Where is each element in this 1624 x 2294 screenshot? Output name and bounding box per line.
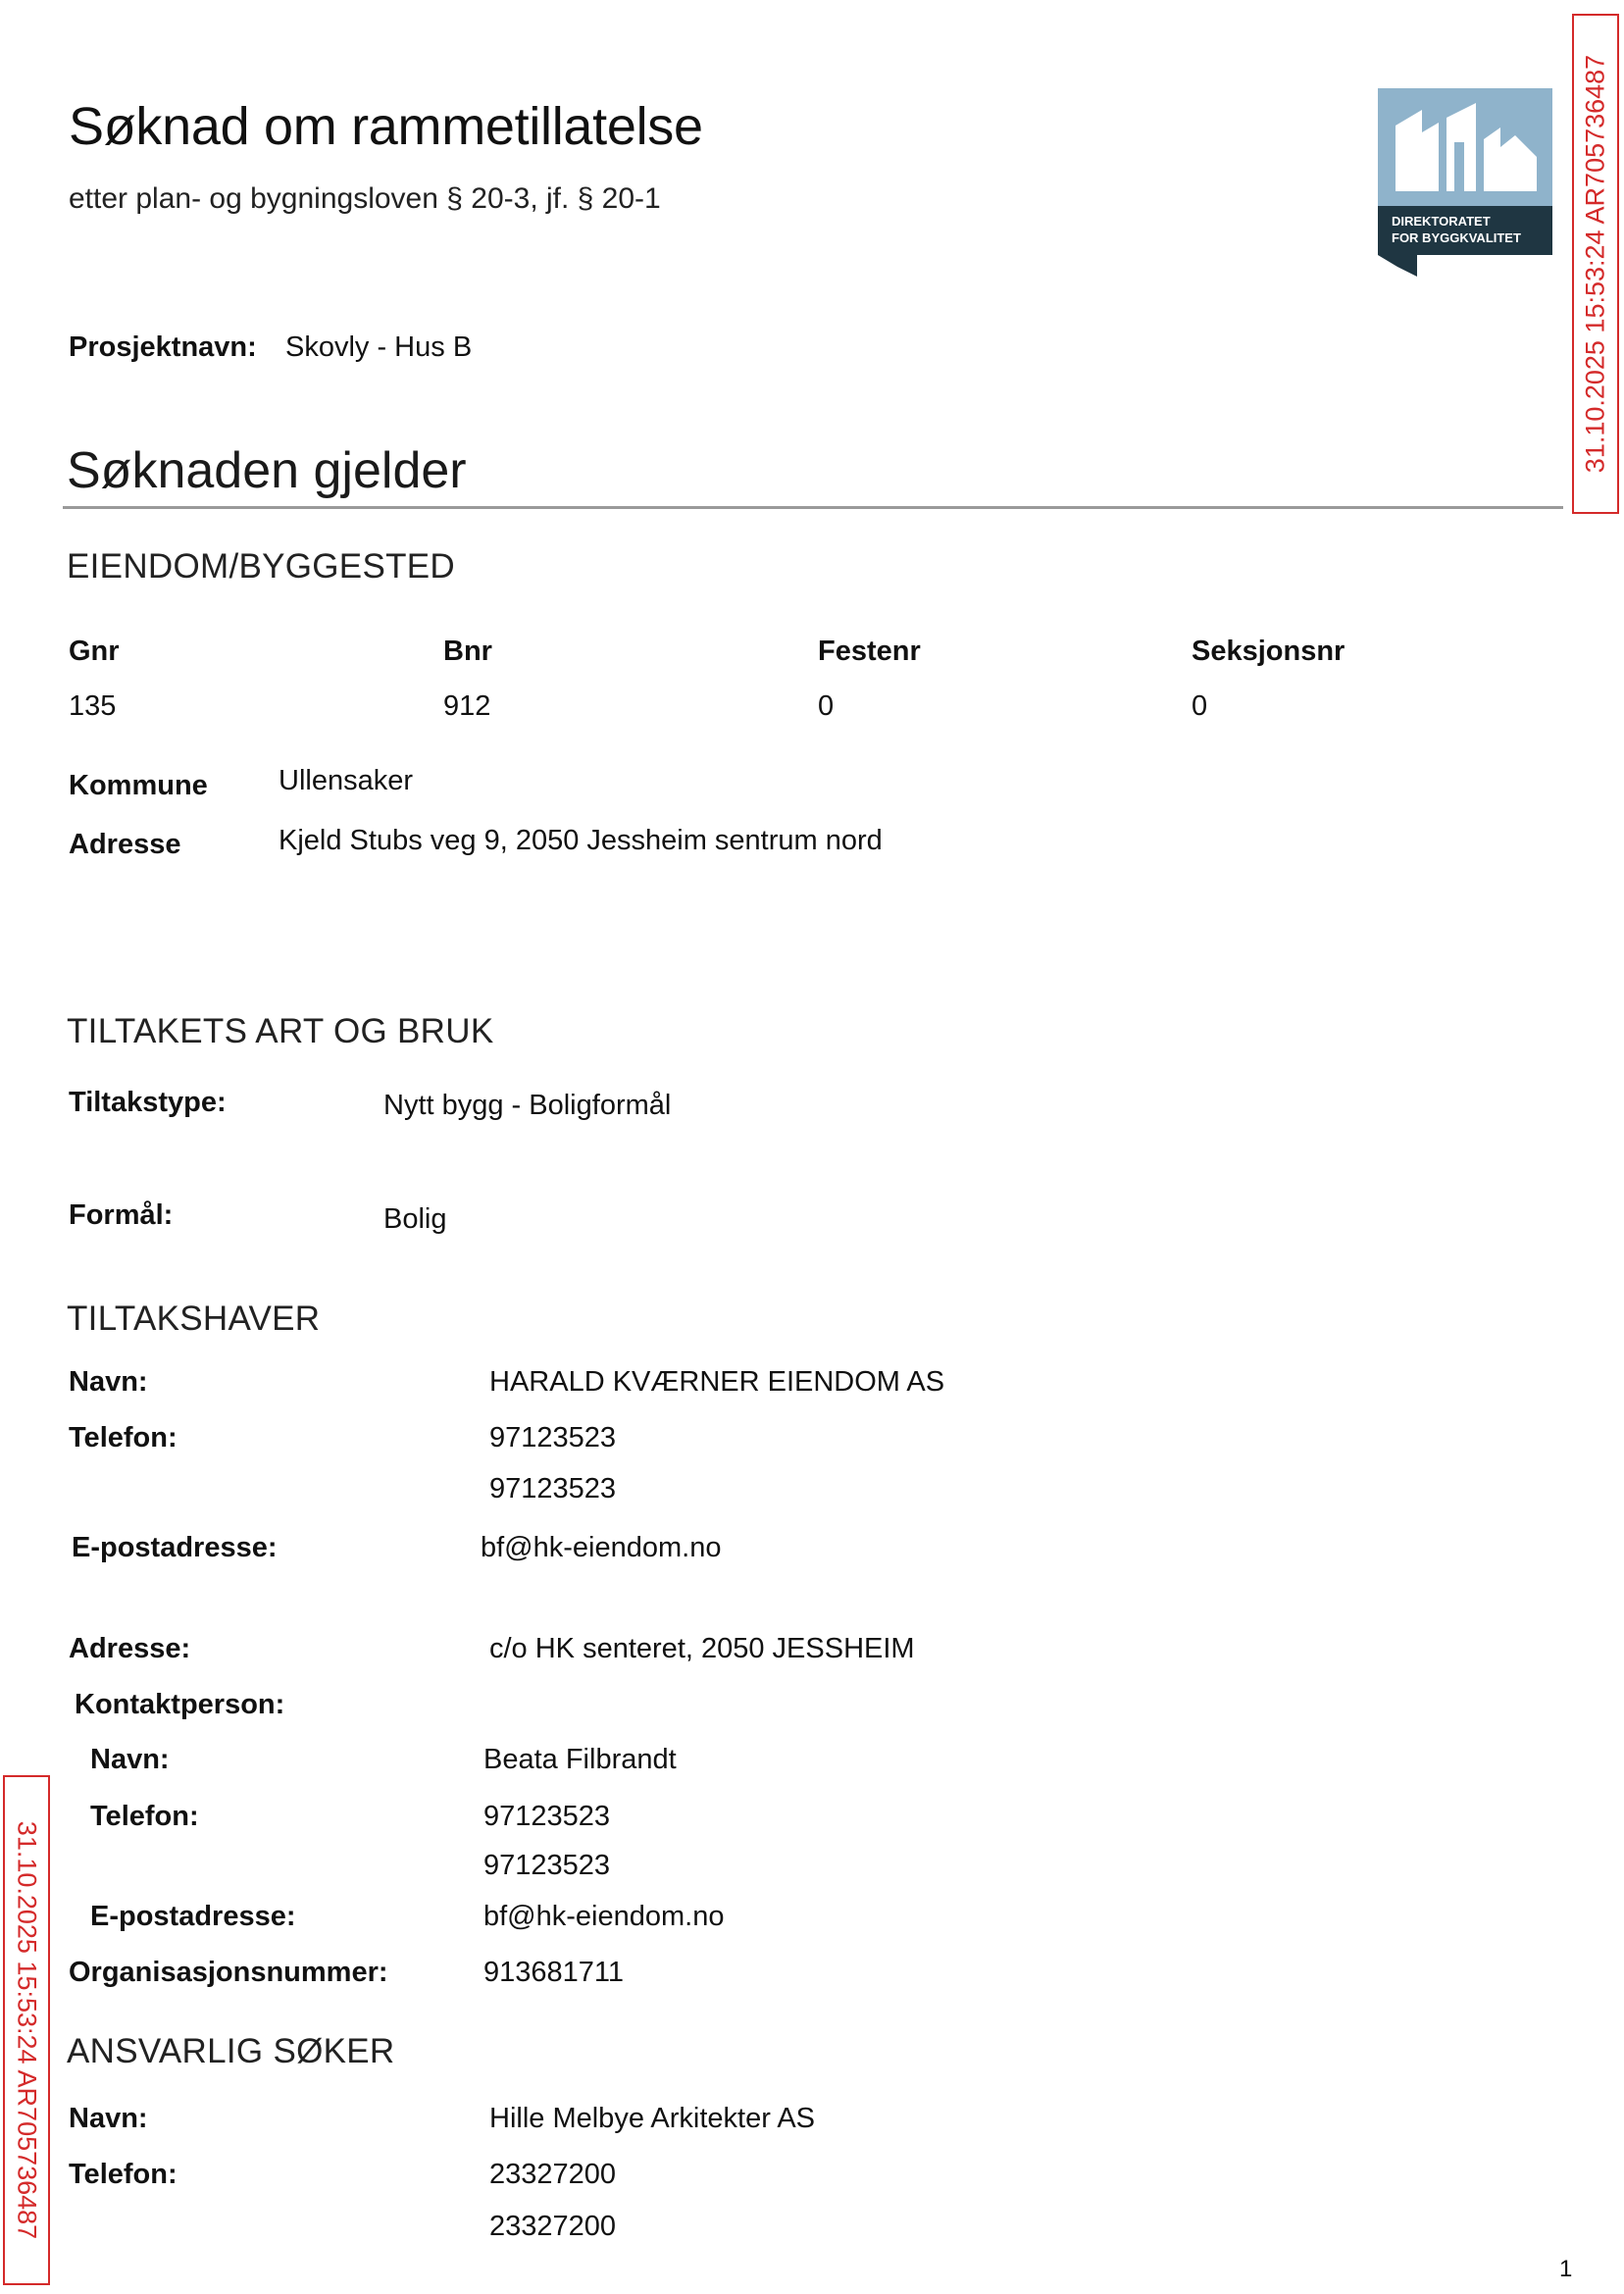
contact-email-value: bf@hk-eiendom.no (483, 1901, 725, 1932)
logo-text-line1: DIREKTORATET (1392, 214, 1491, 229)
applicant-section-title: ANSVARLIG SØKER (67, 2032, 395, 2070)
applies-heading: Søknaden gjelder (67, 442, 467, 499)
receipt-stamp-left-text: 31.10.2025 15:53:24 AR705736487 (12, 1820, 42, 2240)
seksjonsnr-value: 0 (1192, 690, 1208, 722)
owner-address-label: Adresse: (69, 1633, 191, 1664)
dibk-logo (1378, 88, 1552, 277)
address-label: Adresse (69, 829, 181, 860)
contact-email-label: E-postadresse: (90, 1901, 296, 1932)
project-type-section-title: TILTAKETS ART OG BRUK (67, 1012, 494, 1050)
applicant-phone-value-2: 23327200 (489, 2211, 617, 2242)
festenr-label: Festenr (818, 636, 921, 667)
heading-divider (63, 506, 1563, 509)
contact-phone-value-1: 97123523 (483, 1801, 611, 1832)
contact-name-value: Beata Filbrandt (483, 1744, 677, 1775)
owner-address-value: c/o HK senteret, 2050 JESSHEIM (489, 1633, 915, 1664)
project-name-label: Prosjektnavn: (69, 331, 257, 363)
contact-person-label: Kontaktperson: (75, 1689, 285, 1720)
contact-name-label: Navn: (90, 1744, 170, 1775)
receipt-stamp-right-text: 31.10.2025 15:53:24 AR705736487 (1580, 54, 1610, 474)
contact-phone-value-2: 97123523 (483, 1850, 611, 1881)
logo-text-line2: FOR BYGGKVALITET (1392, 230, 1521, 245)
applicant-phone-value-1: 23327200 (489, 2159, 617, 2190)
municipality-value: Ullensaker (279, 765, 413, 796)
owner-name-label: Navn: (69, 1366, 148, 1398)
owner-section-title: TILTAKSHAVER (67, 1300, 321, 1338)
project-name-value: Skovly - Hus B (285, 331, 473, 363)
gnr-value: 135 (69, 690, 117, 722)
gnr-label: Gnr (69, 636, 120, 667)
bnr-value: 912 (443, 690, 491, 722)
page-number: 1 (1559, 2256, 1573, 2282)
owner-phone-label: Telefon: (69, 1422, 178, 1453)
applicant-name-value: Hille Melbye Arkitekter AS (489, 2103, 816, 2134)
address-value: Kjeld Stubs veg 9, 2050 Jessheim sentrum nord (279, 825, 883, 856)
owner-phone-value-1: 97123523 (489, 1422, 617, 1453)
project-type-label: Tiltakstype: (69, 1087, 227, 1118)
festenr-value: 0 (818, 690, 835, 722)
municipality-label: Kommune (69, 770, 208, 801)
project-type-value: Nytt bygg - Boligformål (383, 1090, 672, 1121)
contact-phone-label: Telefon: (90, 1801, 199, 1832)
logo-graphic (1378, 88, 1552, 277)
document-title: Søknad om rammetillatelse (69, 97, 703, 156)
bnr-label: Bnr (443, 636, 492, 667)
receipt-stamp-left (3, 1775, 50, 2285)
owner-name-value: HARALD KVÆRNER EIENDOM AS (489, 1366, 945, 1398)
purpose-label: Formål: (69, 1199, 174, 1231)
owner-email-value: bf@hk-eiendom.no (481, 1532, 722, 1563)
applicant-name-label: Navn: (69, 2103, 148, 2134)
purpose-value: Bolig (383, 1203, 447, 1235)
document-subtitle: etter plan- og bygningsloven § 20-3, jf. § 20-1 (69, 182, 661, 215)
property-section-title: EIENDOM/BYGGESTED (67, 547, 455, 586)
org-number-value: 913681711 (483, 1957, 625, 1988)
seksjonsnr-label: Seksjonsnr (1192, 636, 1345, 667)
owner-email-label: E-postadresse: (72, 1532, 278, 1563)
owner-phone-value-2: 97123523 (489, 1473, 617, 1504)
applicant-phone-label: Telefon: (69, 2159, 178, 2190)
org-number-label: Organisasjonsnummer: (69, 1957, 388, 1988)
receipt-stamp-right (1572, 14, 1619, 514)
